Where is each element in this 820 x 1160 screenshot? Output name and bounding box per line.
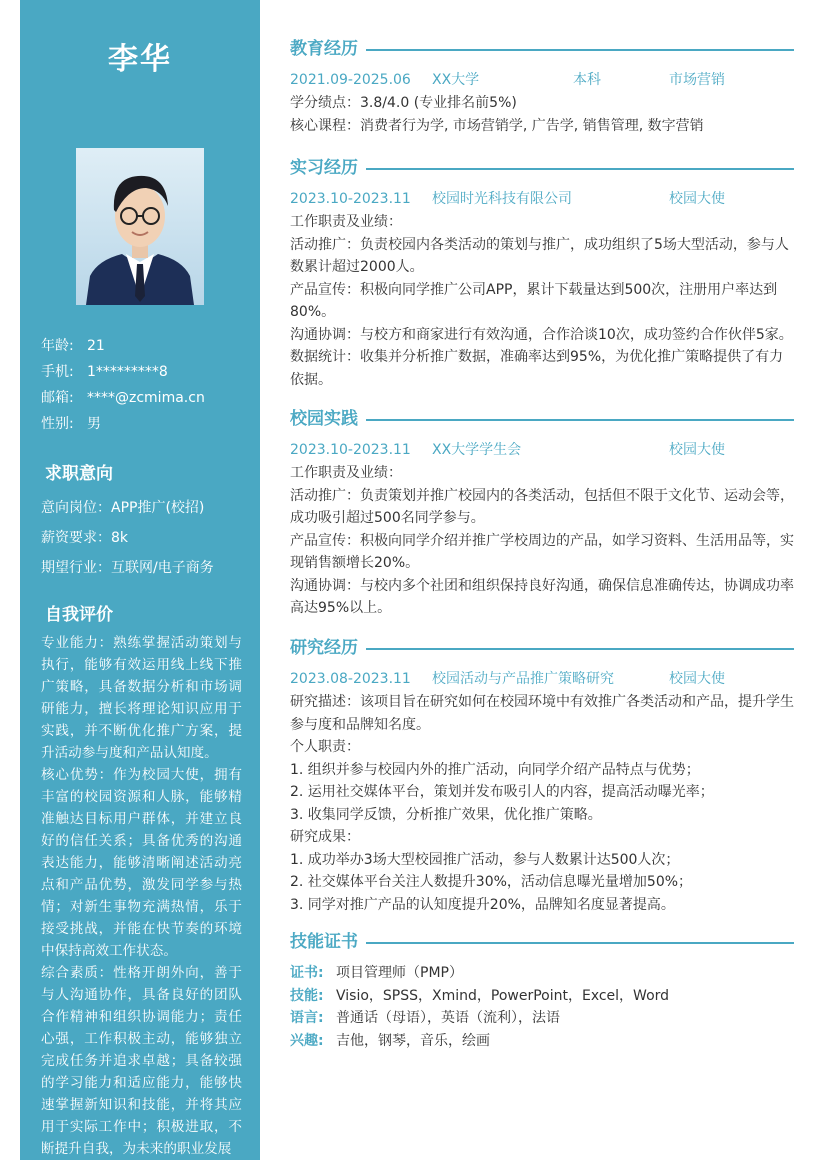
- section-skills: [290, 930, 794, 954]
- skill-tools: 技能: Visio，SPSS，Xmind，PowerPoint，Excel，Word: [290, 987, 670, 1004]
- detail-line: 研究描述：该项目旨在研究如何在校园环境中有效推广各类活动和产品，提升学生参与度和品牌知名度。: [290, 694, 794, 733]
- intent-position: 意向岗位：APP推广(校招): [41, 500, 205, 516]
- detail-line: 3. 同学对推广产品的认知度提升20%，品牌知名度显著提高。: [290, 896, 675, 913]
- internship-company: 校园时光科技有限公司: [432, 191, 572, 207]
- campus-details: [290, 462, 794, 620]
- section-title: 技能证书: [290, 930, 366, 954]
- info-gender: 性别: 男: [41, 416, 101, 432]
- campus-meta: [290, 439, 794, 461]
- research-role: 校园大使: [669, 671, 725, 687]
- section-internship: [290, 156, 794, 180]
- education-school: XX大学: [432, 72, 480, 88]
- profile-photo: [76, 148, 204, 305]
- intent-title: 求职意向: [45, 464, 113, 484]
- internship-role: 校园大使: [669, 191, 725, 207]
- detail-line: 产品宣传：积极向同学推广公司APP，累计下载量达到500次，注册用户率达到80%。: [290, 281, 778, 320]
- info-age: 年龄: 21: [41, 338, 105, 354]
- internship-date: 2023.10-2023.11: [290, 191, 411, 207]
- education-major: 市场营销: [669, 72, 725, 88]
- detail-line: 研究成果：: [290, 829, 360, 845]
- detail-line: 个人职责：: [290, 739, 360, 755]
- detail-line: 产品宣传：积极向同学介绍并推广学校周边的产品，如学习资料、生活用品等，实现销售额增长20%。: [290, 532, 794, 571]
- detail-line: 活动推广：负责校园内各类活动的策划与推广，成功组织了5场大型活动，参与人数累计超过2000人。: [290, 236, 789, 275]
- detail-line: 2. 社交媒体平台关注人数提升30%，活动信息曝光量增加50%；: [290, 874, 693, 890]
- skill-hobbies: 兴趣: 吉他，钢琴，音乐，绘画: [290, 1032, 490, 1049]
- section-title: 校园实践: [290, 407, 366, 431]
- detail-line: 沟通协调：与校内多个社团和组织保持良好沟通，确保信息准确传达，协调成功率高达95%以上。: [290, 577, 794, 616]
- detail-line: 数据统计：收集并分析推广数据，准确率达到95%，为优化推广策略提供了有力依据。: [290, 349, 784, 388]
- self-eval-paragraph: 核心优势：作为校园大使，拥有丰富的校园资源和人脉，能够精准触达目标用户群体，并建立良好的信任关系；具备优秀的沟通表达能力，能够清晰阐述活动亮点和产品优势，激发同学参与热情；对新生事物充满热情，乐于接受挑战，并能在快节奏的环境中保持高效工作状态。: [41, 767, 242, 959]
- education-details: [290, 92, 794, 137]
- internship-details: [290, 211, 794, 391]
- detail-line: 学分绩点：3.8/4.0 (专业排名前5%): [290, 95, 517, 111]
- detail-line: 工作职责及业绩：: [290, 465, 402, 481]
- section-research: [290, 636, 794, 660]
- research-date: 2023.08-2023.11: [290, 671, 411, 687]
- campus-date: 2023.10-2023.11: [290, 442, 411, 458]
- intent-industry: 期望行业：互联网/电子商务: [41, 560, 214, 576]
- detail-line: 1. 成功举办3场大型校园推广活动，参与人数累计达500人次；: [290, 851, 680, 868]
- job-intent: [41, 496, 251, 586]
- detail-line: 2. 运用社交媒体平台，策划并发布吸引人的内容，提高活动曝光率；: [290, 784, 714, 800]
- candidate-name: 李华: [108, 42, 172, 77]
- sidebar: [20, 0, 260, 1160]
- self-eval-paragraph: 综合素质：性格开朗外向，善于与人沟通协作，具备良好的团队合作精神和组织协调能力；责任心强，工作积极主动，能够独立完成任务并追求卓越；具备较强的学习能力和适应能力，能够快速掌握新知识和技能，并将其应用于实际工作中；积极进取，不断提升自我，为未来的职业发展: [41, 965, 242, 1157]
- info-phone: 手机: 1*********8: [41, 364, 168, 380]
- personal-info: [41, 333, 251, 437]
- intent-salary: 薪资要求：8k: [41, 530, 129, 546]
- detail-line: 3. 收集同学反馈，分析推广效果，优化推广策略。: [290, 806, 602, 823]
- skill-certificate: 证书: 项目管理师（PMP）: [290, 965, 463, 981]
- info-email: 邮箱: ****@zcmima.cn: [41, 390, 205, 406]
- section-title: 教育经历: [290, 37, 366, 61]
- campus-org: XX大学学生会: [432, 442, 522, 458]
- education-meta: [290, 69, 794, 91]
- section-title: 研究经历: [290, 636, 366, 660]
- section-campus: [290, 407, 794, 431]
- research-project: 校园活动与产品推广策略研究: [432, 671, 614, 687]
- skills-list: [290, 962, 794, 1052]
- detail-line: 活动推广：负责策划并推广校园内的各类活动，包括但不限于文化节、运动会等，成功吸引超过500名同学参与。: [290, 487, 794, 526]
- research-meta: [290, 668, 794, 690]
- research-details: [290, 691, 794, 916]
- section-education: [290, 37, 794, 61]
- self-eval-paragraph: 专业能力：熟练掌握活动策划与执行，能够有效运用线上线下推广策略，具备数据分析和市场调研能力，擅长将理论知识应用于实践，并不断优化推广方案，提升活动参与度和产品认知度。: [41, 635, 242, 761]
- education-degree: 本科: [573, 72, 601, 88]
- detail-line: 核心课程：消费者行为学, 市场营销学, 广告学, 销售管理, 数字营销: [290, 117, 704, 134]
- skill-languages: 语言: 普通话（母语），英语（流利），法语: [290, 1010, 560, 1026]
- internship-meta: [290, 188, 794, 210]
- detail-line: 工作职责及业绩：: [290, 214, 402, 230]
- education-date: 2021.09-2025.06: [290, 72, 411, 88]
- detail-line: 1. 组织并参与校园内外的推广活动，向同学介绍产品特点与优势；: [290, 761, 700, 778]
- section-title: 实习经历: [290, 156, 366, 180]
- detail-line: 沟通协调：与校方和商家进行有效沟通，合作洽谈10次，成功签约合作伙伴5家。: [290, 326, 793, 343]
- self-eval-title: 自我评价: [45, 605, 113, 625]
- campus-role: 校园大使: [669, 442, 725, 458]
- self-evaluation: [41, 632, 242, 1160]
